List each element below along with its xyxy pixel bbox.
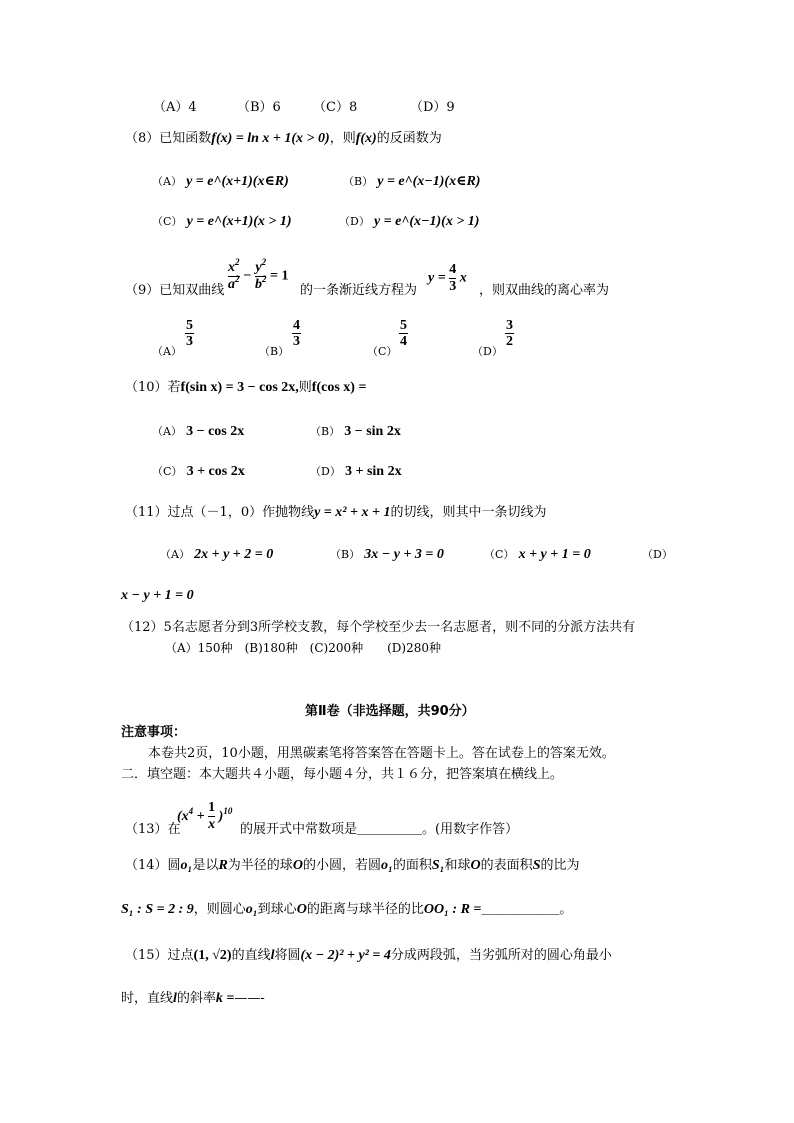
q10-option-c-expr: 3 + cos 2x xyxy=(186,464,245,479)
q8-prefix: （8）已知函数 xyxy=(125,131,212,146)
notice-text: 本卷共2页，10小题，用黑碳素笔将答案答在答题卡上。答在试卷上的答案无效。 xyxy=(148,746,615,761)
q10-option-d-label: （D） xyxy=(310,465,341,478)
q8-option-d-label: （D） xyxy=(339,215,370,228)
q8-option-b-label: （B） xyxy=(343,175,374,188)
section-fill-in-blanks: 二．填空题：本大题共４小题，每小题４分，共１６分，把答案填在横线上。 xyxy=(121,767,564,782)
q15-l: l xyxy=(270,948,275,963)
q8-function: f(x) = ln x + 1(x > 0) xyxy=(211,131,330,146)
q8-option-d xyxy=(339,214,479,230)
q14-t11: 的距离与球半径的比 xyxy=(306,902,424,917)
q14-R: R xyxy=(218,858,228,873)
q10-option-b-label: （B） xyxy=(310,425,341,438)
q7-option-b: （B）6 xyxy=(237,100,281,115)
q15-line1 xyxy=(125,948,612,964)
q8-fx: f(x) xyxy=(355,131,377,146)
q11-option-a-label: （A） xyxy=(160,548,190,561)
q14-t1: （14）圆 xyxy=(125,858,181,873)
q14-o1c: o₁ xyxy=(245,902,258,917)
q11-option-c-expr: x + y + 1 = 0 xyxy=(518,547,591,562)
q8-stem xyxy=(125,131,442,147)
q9-option-b-label: （B） xyxy=(259,345,290,358)
q11-option-d-expr: x − y + 1 = 0 xyxy=(121,588,194,603)
q10-option-a-expr: 3 − cos 2x xyxy=(186,424,245,439)
q9-mid: 的一条渐近线方程为 xyxy=(300,283,418,298)
q14-S: S xyxy=(532,858,541,873)
q15-k: k = xyxy=(215,991,235,1006)
q9-option-c-frac xyxy=(399,318,408,349)
q11-option-b-expr: 3x − y + 3 = 0 xyxy=(364,547,444,562)
q14-o1: o₁ xyxy=(180,858,193,873)
q7-option-d: （D）9 xyxy=(410,100,455,115)
q8-option-a-expr: y = e^(x+1)(x∈R) xyxy=(186,174,289,189)
q15-point: (1, √2) xyxy=(193,948,232,963)
q9-d-num: 3 xyxy=(506,318,513,333)
q13-expression: ($x^4$ + $\frac{1}{x}$ )$^{10}$ xyxy=(177,800,233,832)
q15-t1: 时，直线 xyxy=(121,991,174,1006)
q11-option-a xyxy=(160,547,273,563)
q11-prefix: （11）过点（－1，0）作抛物线 xyxy=(125,505,315,520)
q8-mid: ，则 xyxy=(329,131,356,146)
q8-option-c-expr: y = e^(x+1)(x > 1) xyxy=(186,214,292,229)
q11-suffix: 的切线，则其中一条切线为 xyxy=(390,505,547,520)
q9-b-num: 4 xyxy=(293,318,300,333)
q9-prefix: （9）已知双曲线 xyxy=(125,283,225,298)
q14-t9: ，则圆心 xyxy=(193,902,246,917)
q12-options: （A）150种 (B)180种 (C)200种 (D)280种 xyxy=(165,641,441,655)
q10-option-b-expr: 3 − sin 2x xyxy=(344,424,401,439)
q15-line2 xyxy=(121,991,265,1007)
q11-option-a-expr: 2x + y + 2 = 0 xyxy=(194,547,274,562)
q9-b-den: 3 xyxy=(293,334,300,349)
q10-condition: f(sin x) = 3 − cos 2x, xyxy=(180,380,299,395)
q9-d-den: 2 xyxy=(506,334,513,349)
q9-a-den: 3 xyxy=(186,334,193,349)
q9-c-num: 5 xyxy=(400,318,407,333)
q15-circle: (x − 2)² + y² = 4 xyxy=(300,948,391,963)
q14-t10: 到球心 xyxy=(257,902,297,917)
q10-option-d xyxy=(310,464,402,480)
q14-O: O xyxy=(292,858,303,873)
q15-l2: l xyxy=(173,991,177,1006)
q11-option-d-label: （D） xyxy=(642,548,673,561)
q15-t2: 的斜率 xyxy=(176,991,216,1006)
q9-option-a-frac xyxy=(185,318,194,349)
q8-option-c-label: （C） xyxy=(152,215,183,228)
q10-option-b xyxy=(310,424,401,440)
q15-suffix: 分成两段弧，当劣弧所对的圆心角最小 xyxy=(390,948,612,963)
q12-stem: （12）5名志愿者分到3所学校支教，每个学校至少去一名志愿者，则不同的分派方法共有 xyxy=(121,620,636,635)
q14-t8: 的比为 xyxy=(540,858,580,873)
q10-option-c-label: （C） xyxy=(152,465,183,478)
q9-option-d-label: （D） xyxy=(472,345,503,358)
q9-option-c-label: （C） xyxy=(367,345,398,358)
q9-suffix: ，则双曲线的离心率为 xyxy=(479,283,610,298)
q15-mid2: 将圆 xyxy=(274,948,301,963)
q8-suffix: 的反函数为 xyxy=(376,131,442,146)
q11-stem xyxy=(125,505,546,521)
notice-title: 注意事项： xyxy=(121,725,187,740)
part2-title: 第Ⅱ卷（非选择题，共90分） xyxy=(305,704,475,719)
q15-mid1: 的直线 xyxy=(231,948,271,963)
q10-prefix: （10）若 xyxy=(125,380,181,395)
q14-t4: 的小圆，若圆 xyxy=(302,858,381,873)
q15-blank: ——- xyxy=(234,991,265,1006)
q14-t5: 的面积 xyxy=(392,858,432,873)
q10-mid: 则 xyxy=(298,380,312,395)
q10-option-c xyxy=(152,464,245,480)
q14-t3: 为半径的球 xyxy=(227,858,293,873)
q14-o1b: o₁ xyxy=(380,858,393,873)
q14-blank: ＿＿＿＿＿＿。 xyxy=(481,902,573,917)
q9-option-b-frac xyxy=(292,318,301,349)
q9-option-a-label: （A） xyxy=(152,345,182,358)
q11-option-c xyxy=(484,547,591,563)
q14-S1: S₁ xyxy=(431,858,445,873)
q10-ask: f(cos x) = xyxy=(311,380,367,395)
q8-option-b xyxy=(343,174,480,190)
q14-t2: 是以 xyxy=(192,858,219,873)
q9-c-den: 4 xyxy=(400,334,407,349)
q11-option-c-label: （C） xyxy=(484,548,515,561)
q14-line1 xyxy=(125,858,580,874)
q14-ratio: S₁ : S = 2 : 9 xyxy=(121,902,194,917)
q14-t6: 和球 xyxy=(444,858,471,873)
q14-Ob: O xyxy=(470,858,481,873)
q9-asymptote: y = $\frac{4}{3}$ x xyxy=(428,262,467,294)
q8-option-b-expr: y = e^(x−1)(x∈R) xyxy=(377,174,481,189)
q7-option-c: （C）8 xyxy=(313,100,358,115)
q14-line2 xyxy=(121,902,572,918)
q7-option-a: （A）4 xyxy=(153,100,197,115)
q14-Oc: O xyxy=(296,902,307,917)
q11-option-b xyxy=(330,547,444,563)
q9-hyperbola: $\frac{x^2}{a^2}$ − $\frac{y^2}{b^2}$ = 1 xyxy=(228,257,289,292)
q9-a-num: 5 xyxy=(186,318,193,333)
q13-prefix: （13）在 xyxy=(125,822,181,837)
q8-option-a xyxy=(152,174,289,190)
q14-t7: 的表面积 xyxy=(480,858,533,873)
q8-option-c xyxy=(152,214,292,230)
q8-option-a-label: （A） xyxy=(152,175,182,188)
q10-option-a-label: （A） xyxy=(152,425,182,438)
q14-ratio2: OO₁ : R = xyxy=(423,902,482,917)
q10-option-d-expr: 3 + sin 2x xyxy=(344,464,402,479)
q11-option-b-label: （B） xyxy=(330,548,361,561)
q13-suffix: 的展开式中常数项是＿＿＿＿＿。(用数字作答） xyxy=(240,822,519,837)
q10-option-a xyxy=(152,424,244,440)
q11-curve: y = x² + x + 1 xyxy=(314,505,391,520)
q9-option-d-frac xyxy=(505,318,514,349)
q10-stem xyxy=(125,380,366,396)
q8-option-d-expr: y = e^(x−1)(x > 1) xyxy=(373,214,480,229)
q15-prefix: （15）过点 xyxy=(125,948,194,963)
